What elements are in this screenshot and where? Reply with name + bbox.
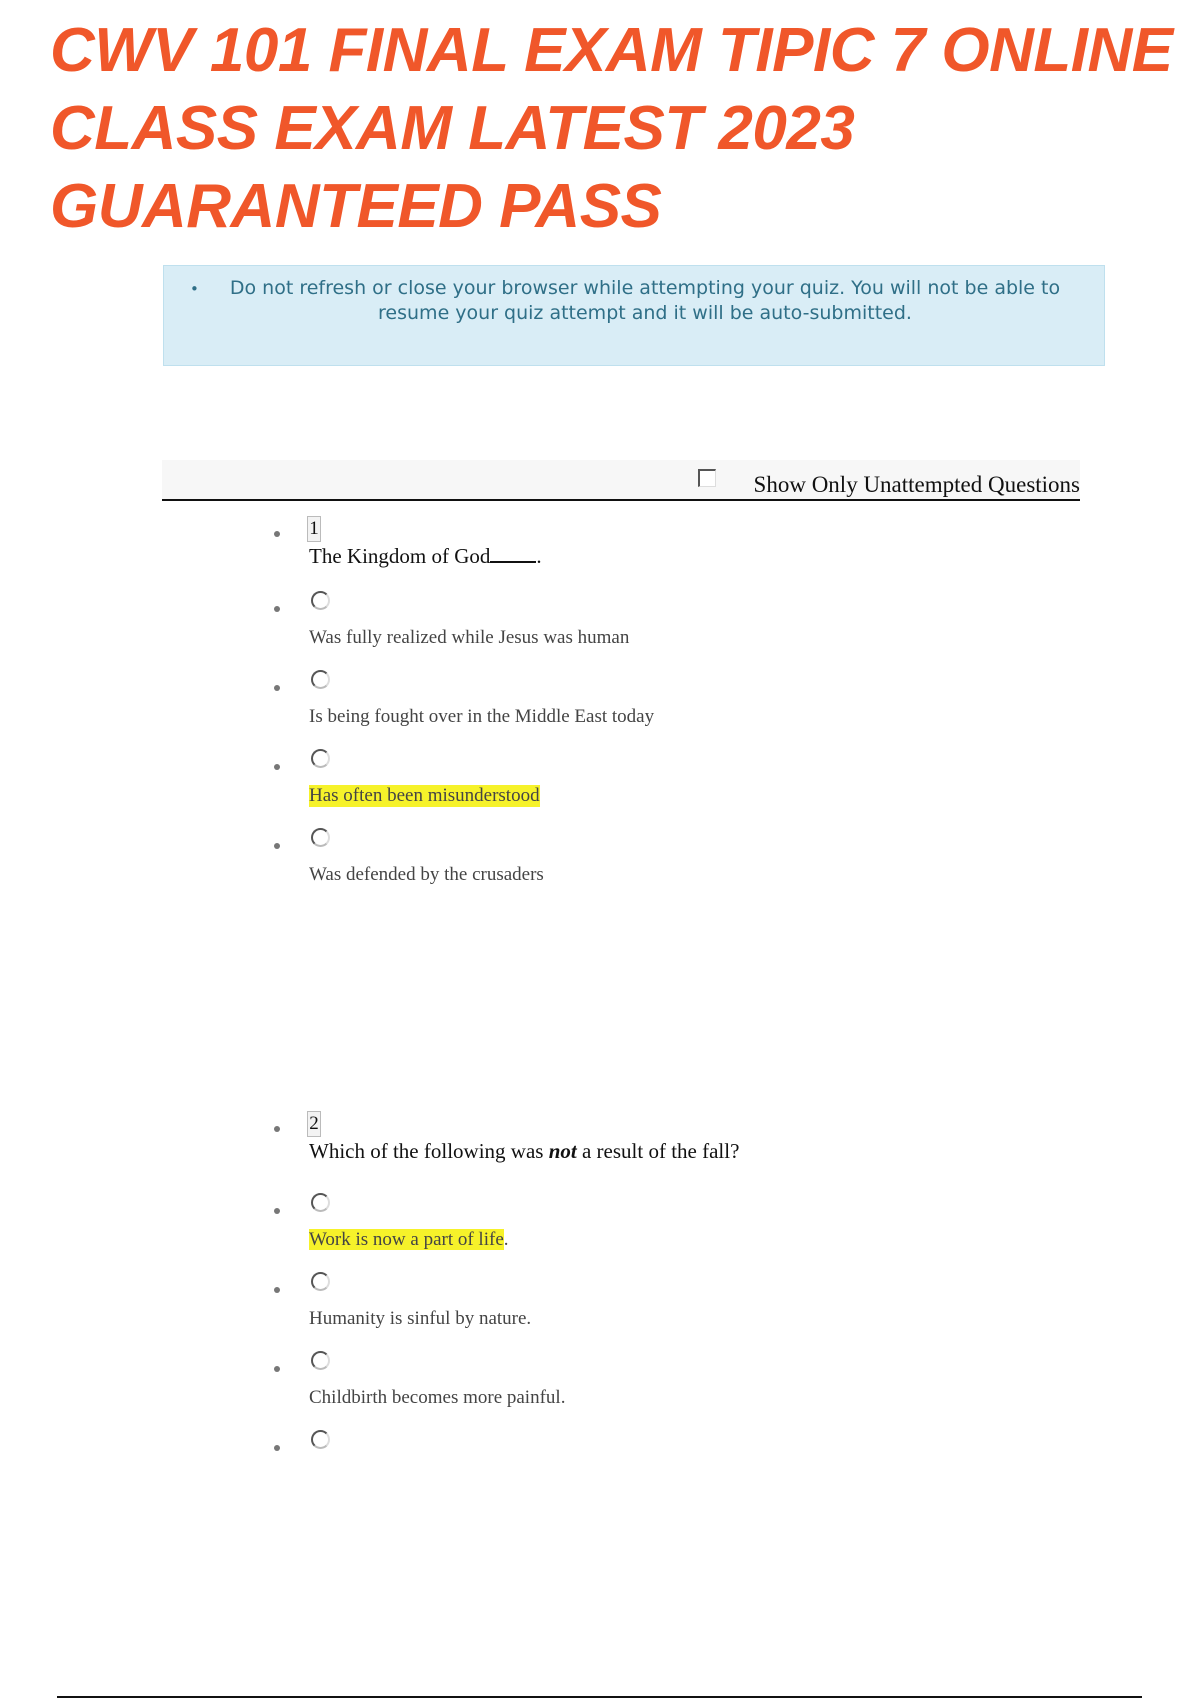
radio-button[interactable] bbox=[311, 1430, 330, 1449]
quiz-warning-notice bbox=[163, 265, 1105, 366]
list-bullet bbox=[274, 685, 280, 691]
list-bullet bbox=[274, 764, 280, 770]
option-text-highlighted[interactable]: Has often been misunderstood bbox=[309, 785, 540, 806]
list-bullet bbox=[274, 1208, 280, 1214]
option-trailing-period: . bbox=[503, 1229, 509, 1250]
title-line-1: CWV 101 FINAL EXAM TIPIC 7 ONLINE bbox=[50, 16, 1173, 85]
radio-button[interactable] bbox=[311, 828, 330, 847]
fill-in-blank bbox=[490, 547, 536, 563]
question-number: 1 bbox=[307, 516, 321, 542]
option-text[interactable]: Is being fought over in the Middle East today bbox=[309, 706, 655, 727]
question-text-end: . bbox=[536, 544, 542, 568]
question-text-end: a result of the fall? bbox=[576, 1139, 740, 1163]
question-filter-bar bbox=[162, 460, 1080, 501]
list-bullet bbox=[274, 606, 280, 612]
question-text bbox=[309, 544, 542, 569]
list-bullet bbox=[274, 843, 280, 849]
radio-button[interactable] bbox=[311, 591, 330, 610]
radio-button[interactable] bbox=[311, 1351, 330, 1370]
radio-button[interactable] bbox=[311, 1193, 330, 1212]
title-line-2: CLASS EXAM LATEST 2023 bbox=[50, 94, 855, 163]
question-text bbox=[309, 1139, 739, 1164]
notice-bullet: • bbox=[190, 280, 199, 298]
highlighted-text: Work is now a part of life bbox=[309, 1229, 504, 1250]
notice-text: Do not refresh or close your browser while attempting your quiz. You will not be able to resume your quiz attempt and it will be auto-submitted. bbox=[229, 277, 1061, 324]
list-bullet bbox=[274, 1366, 280, 1372]
question-number: 2 bbox=[307, 1111, 321, 1137]
list-bullet bbox=[274, 1287, 280, 1293]
question-text-start: Which of the following was bbox=[309, 1139, 549, 1163]
option-text[interactable]: Childbirth becomes more painful. bbox=[309, 1387, 566, 1408]
page-divider bbox=[57, 1696, 1142, 1698]
option-text-highlighted[interactable] bbox=[309, 1229, 509, 1251]
radio-button[interactable] bbox=[311, 670, 330, 689]
list-bullet bbox=[274, 1445, 280, 1451]
option-text[interactable]: Was fully realized while Jesus was human bbox=[309, 627, 630, 648]
option-text[interactable]: Humanity is sinful by nature. bbox=[309, 1308, 532, 1329]
radio-button[interactable] bbox=[311, 1272, 330, 1291]
list-bullet bbox=[274, 1126, 280, 1132]
document-title bbox=[50, 12, 1200, 246]
question-text-start: The Kingdom of God bbox=[309, 544, 491, 568]
unattempted-filter-label[interactable]: Show Only Unattempted Questions bbox=[753, 472, 1080, 497]
title-line-3: GUARANTEED PASS bbox=[50, 172, 662, 241]
radio-button[interactable] bbox=[311, 749, 330, 768]
question-emphasis: not bbox=[548, 1139, 577, 1163]
option-text[interactable]: Was defended by the crusaders bbox=[309, 864, 544, 885]
list-bullet bbox=[274, 531, 280, 537]
unattempted-filter-checkbox[interactable] bbox=[698, 469, 716, 487]
